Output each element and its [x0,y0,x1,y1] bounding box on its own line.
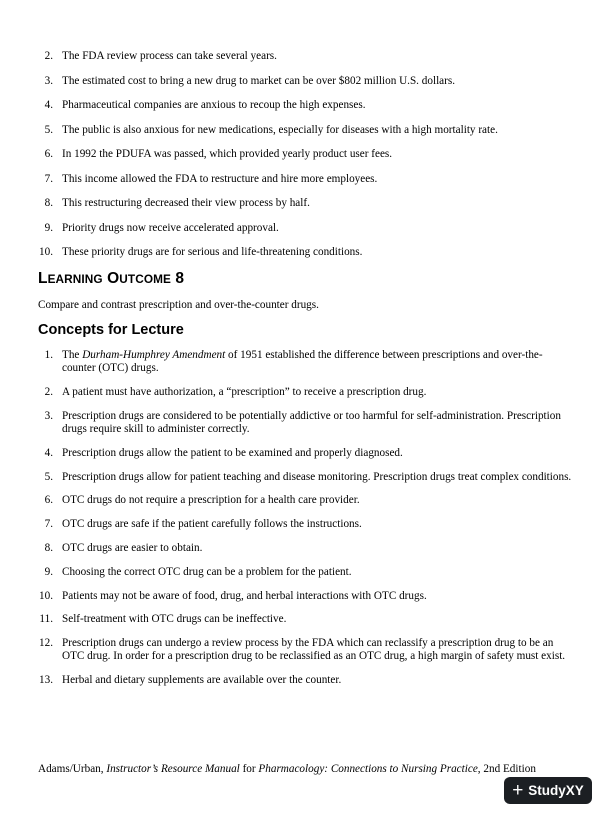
item-number: 4. [44,99,53,111]
item-text: In 1992 the PDUFA was passed, which provided yearly product user fees. [62,148,393,160]
item-text: Self-treatment with OTC drugs can be ineffective. [62,613,287,626]
item-text: The public is also anxious for new medications, especially for diseases with a high mortality rate. [62,123,498,136]
item-text: A patient must have authorization, a “prescription” to receive a prescription drug. [62,386,427,398]
badge-label: StudyXY [528,783,584,798]
item-number: 4. [44,446,53,459]
item-text: Patients may not be aware of food, drug, and herbal interactions with OTC drugs. [62,589,427,602]
list-item [0,99,612,112]
item-text: Prescription drugs allow the patient to be examined and properly diagnosed. [62,446,403,459]
list-item [0,124,612,137]
page-footer: Adams/Urban, Instructor’s Resource Manual for Pharmacology: Connections to Nursing Practice, 2nd Edition [38,763,536,775]
item-text: This income allowed the FDA to restructure and hire more employees. [62,172,378,185]
list-item [0,410,612,436]
learning-outcome-heading: LEARNING OUTCOME 8 [38,270,185,287]
item-number: 6. [44,148,53,160]
list-item [0,637,612,663]
item-number: 13. [39,674,53,687]
item-text: Prescription drugs allow for patient teaching and disease monitoring. Prescription drugs treat complex conditions. [62,470,572,483]
learning-outcome-description: Compare and contrast prescription and over-the-counter drugs. [38,299,319,311]
list-item [0,173,612,186]
item-number: 12. [39,637,53,650]
item-number: 3. [44,74,53,87]
item-text: Priority drugs now receive accelerated approval. [62,221,279,234]
item-number: 1. [44,349,53,361]
italic-term: Durham-Humphrey Amendment [82,349,226,361]
item-number: 5. [44,470,53,483]
item-text: This restructuring decreased their view process by half. [62,197,310,209]
list-item [0,246,612,259]
list-item [0,222,612,235]
item-text: Choosing the correct OTC drug can be a problem for the patient. [62,565,352,578]
item-number: 10. [39,589,53,602]
item-text: Prescription drugs are considered to be potentially addictive or too harmful for self-administration. Prescription drugs require skill to administer correctly. [62,409,561,435]
list-item [0,197,612,210]
list-item [0,447,612,460]
item-number: 3. [44,409,53,422]
list-item [0,386,612,399]
list-item [0,674,612,687]
list-item [0,50,612,63]
item-number: 2. [44,50,53,62]
list-item [0,518,612,531]
item-number: 10. [39,246,53,258]
item-number: 6. [44,494,53,507]
list-item [0,590,612,603]
item-number: 7. [44,172,53,185]
item-number: 8. [44,197,53,209]
list-continued [0,50,612,271]
list-item [0,566,612,579]
item-text: The estimated cost to bring a new drug to market can be over $802 million U.S. dollars. [62,74,456,87]
item-number: 9. [44,565,53,578]
item-text: Pharmaceutical companies are anxious to recoup the high expenses. [62,99,366,111]
item-number: 8. [44,541,53,554]
list-item [0,494,612,507]
concepts-list [0,349,612,698]
plus-icon: + [512,780,524,801]
item-number: 9. [44,221,53,234]
item-number: 11. [39,613,53,626]
list-item [0,75,612,88]
item-number: 5. [44,123,53,136]
item-text: Prescription drugs can undergo a review process by the FDA which can reclassify a prescription drug to be an OTC drug. In order for a prescription drug to be reclassified as an OTC drug, a high margin of safety must exist. [62,637,566,663]
item-text: OTC drugs are safe if the patient carefully follows the instructions. [62,518,362,531]
item-text: Herbal and dietary supplements are available over the counter. [62,674,342,687]
item-text: OTC drugs are easier to obtain. [62,541,203,554]
list-item: 1. The Durham-Humphrey Amendment of 1951 established the difference between prescriptions and over-the-counter (OTC) drugs. [0,349,612,375]
list-item [0,613,612,626]
item-text: These priority drugs are for serious and life-threatening conditions. [62,246,363,258]
list-item [0,471,612,484]
item-text: OTC drugs do not require a prescription for a health care provider. [62,494,360,507]
item-number: 2. [44,386,53,398]
item-text: The FDA review process can take several years. [62,50,277,62]
studyxy-badge[interactable] [504,777,592,804]
list-item [0,542,612,555]
concepts-heading: Concepts for Lecture [38,322,184,338]
list-item [0,148,612,161]
item-number: 7. [44,518,53,531]
